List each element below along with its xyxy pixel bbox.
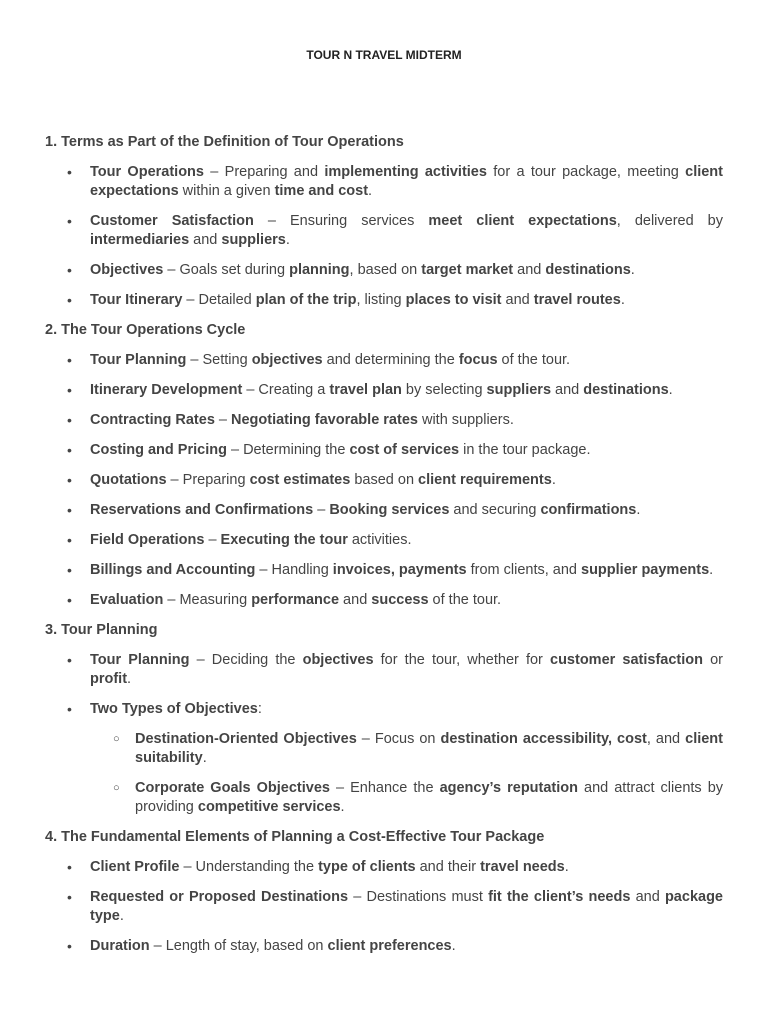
text-run: and attract clients by providing <box>135 780 724 815</box>
bold-text: confirmations <box>540 502 637 518</box>
text-run: – Enhance the <box>329 780 440 796</box>
section-heading: 3. Tour Planning <box>45 622 158 638</box>
bold-text: Itinerary Development <box>90 382 243 398</box>
text-run: . <box>668 382 673 398</box>
bold-text: travel needs <box>480 859 565 875</box>
bold-text: Contracting Rates <box>90 412 215 428</box>
bullet-list <box>45 163 723 310</box>
bold-text: client preferences <box>327 938 452 954</box>
bold-text: objectives <box>302 652 374 668</box>
list-item <box>45 441 723 460</box>
bold-text: focus <box>458 352 498 368</box>
list-item <box>45 700 723 719</box>
bullet-icon: • <box>67 262 72 278</box>
text-run: . <box>551 472 556 488</box>
bold-text: meet client expectations <box>428 213 617 229</box>
bold-text: Customer Satisfaction <box>90 213 254 229</box>
text-run: – Goals set during <box>163 262 290 278</box>
list-item <box>45 471 723 490</box>
text-run: from clients, and <box>466 562 582 578</box>
bold-text: Negotiating favorable rates <box>231 412 418 428</box>
bold-text: invoices, payments <box>332 562 467 578</box>
bullet-icon: • <box>67 652 72 668</box>
text-run: and determining the <box>322 352 459 368</box>
bullet-icon: • <box>67 472 72 488</box>
circle-bullet-icon: ○ <box>113 733 120 745</box>
bullet-icon: • <box>67 164 72 180</box>
bold-text: Two Types of Objectives <box>90 701 258 717</box>
text-run: , and <box>646 731 686 747</box>
document-title: TOUR N TRAVEL MIDTERM <box>306 48 462 62</box>
text-run: : <box>257 701 262 717</box>
text-run: – <box>214 412 232 428</box>
text-run: . <box>285 232 290 248</box>
text-run: . <box>340 799 345 815</box>
bold-text: cost estimates <box>249 472 351 488</box>
bullet-icon: • <box>67 352 72 368</box>
bold-text: travel routes <box>533 292 621 308</box>
list-item <box>45 858 723 877</box>
text-run: – Creating a <box>242 382 330 398</box>
bullet-icon: • <box>67 532 72 548</box>
bold-text: suppliers <box>486 382 552 398</box>
text-run: within a given <box>178 183 275 199</box>
bold-text: Reservations and Confirmations <box>90 502 314 518</box>
text-run: , based on <box>349 262 422 278</box>
text-run: and their <box>415 859 481 875</box>
list-item <box>45 501 723 520</box>
bold-text: Tour Itinerary <box>90 292 183 308</box>
bold-text: Destination-Oriented Objectives <box>135 731 357 747</box>
text-run: activities. <box>347 532 412 548</box>
circle-bullet-icon: ○ <box>113 782 120 794</box>
document-body <box>45 133 723 967</box>
bold-text: Evaluation <box>90 592 164 608</box>
list-item <box>45 381 723 400</box>
bold-text: Field Operations <box>90 532 205 548</box>
bold-text: competitive services <box>197 799 341 815</box>
bold-text: places to visit <box>405 292 502 308</box>
bullet-list <box>45 351 723 610</box>
bullet-icon: • <box>67 889 72 905</box>
bold-text: profit <box>90 671 128 687</box>
text-run: and <box>630 889 665 905</box>
text-run: – Ensuring services <box>253 213 429 229</box>
bold-text: cost of services <box>349 442 460 458</box>
bullet-icon: • <box>67 292 72 308</box>
section-heading: 2. The Tour Operations Cycle <box>45 322 246 338</box>
bold-text: client expectations <box>90 164 723 199</box>
text-run: – Preparing and <box>203 164 325 180</box>
text-run: . <box>119 908 124 924</box>
list-item <box>45 651 723 689</box>
bold-text: Requested or Proposed Destinations <box>90 889 349 905</box>
text-run: – <box>313 502 330 518</box>
list-item <box>45 591 723 610</box>
list-item <box>45 212 723 250</box>
bold-text: Booking services <box>329 502 450 518</box>
bold-text: success <box>371 592 429 608</box>
text-run: – Deciding the <box>189 652 303 668</box>
text-run: . <box>620 292 625 308</box>
bold-text: destinations <box>583 382 669 398</box>
text-run: by selecting <box>401 382 487 398</box>
bullet-list <box>45 858 723 956</box>
list-item <box>45 411 723 430</box>
list-item <box>45 351 723 370</box>
bold-text: Executing the tour <box>220 532 348 548</box>
list-item <box>45 261 723 280</box>
bold-text: destinations <box>545 262 631 278</box>
section-heading: 1. Terms as Part of the Definition of Tour Operations <box>45 134 404 150</box>
bold-text: client requirements <box>418 472 552 488</box>
text-run: with suppliers. <box>417 412 514 428</box>
bold-text: Client Profile <box>90 859 180 875</box>
bullet-icon: • <box>67 412 72 428</box>
bullet-icon: • <box>67 938 72 954</box>
bold-text: fit the client’s needs <box>488 889 631 905</box>
list-item <box>45 888 723 926</box>
text-run: – Measuring <box>163 592 252 608</box>
bold-text: target market <box>421 262 514 278</box>
bold-text: Tour Operations <box>90 164 204 180</box>
text-run: . <box>630 262 635 278</box>
bold-text: Quotations <box>90 472 167 488</box>
text-run: for a tour package, meeting <box>486 164 686 180</box>
bullet-icon: • <box>67 382 72 398</box>
text-run: and <box>513 262 546 278</box>
bold-text: Costing and Pricing <box>90 442 227 458</box>
bold-text: implementing activities <box>324 164 487 180</box>
text-run: and <box>501 292 534 308</box>
text-run: . <box>202 750 207 766</box>
text-run: of the tour. <box>497 352 571 368</box>
text-run: . <box>564 859 569 875</box>
bold-text: planning <box>289 262 350 278</box>
text-run: – Destinations must <box>348 889 489 905</box>
bold-text: package type <box>90 889 723 924</box>
text-run: – Length of stay, based on <box>149 938 328 954</box>
bullet-icon: • <box>67 213 72 229</box>
bold-text: objectives <box>251 352 323 368</box>
text-run: – <box>204 532 221 548</box>
text-run: . <box>709 562 714 578</box>
bold-text: Corporate Goals Objectives <box>135 780 330 796</box>
text-run: – Setting <box>186 352 252 368</box>
text-run: in the tour package. <box>459 442 591 458</box>
bold-text: client suitability <box>135 731 723 766</box>
text-run: and <box>339 592 372 608</box>
bullet-icon: • <box>67 592 72 608</box>
bold-text: destination accessibility, cost <box>440 731 647 747</box>
text-run: and <box>189 232 222 248</box>
list-item <box>45 291 723 310</box>
bold-text: travel plan <box>329 382 402 398</box>
bold-text: suppliers <box>221 232 286 248</box>
text-run: . <box>451 938 456 954</box>
text-run: – Determining the <box>226 442 350 458</box>
bullet-list <box>45 651 723 817</box>
bold-text: customer satisfaction <box>550 652 703 668</box>
text-run: , delivered by <box>616 213 723 229</box>
text-run: – Handling <box>255 562 333 578</box>
bold-text: Objectives <box>90 262 164 278</box>
sub-list-item <box>45 730 723 768</box>
text-run: – Preparing <box>166 472 250 488</box>
text-run: of the tour. <box>428 592 502 608</box>
list-item <box>45 163 723 201</box>
text-run: – Focus on <box>356 731 441 747</box>
bullet-icon: • <box>67 562 72 578</box>
bold-text: agency’s reputation <box>439 780 578 796</box>
bold-text: type of clients <box>318 859 416 875</box>
text-run: for the tour, whether for <box>373 652 551 668</box>
list-item <box>45 561 723 580</box>
text-run: . <box>368 183 373 199</box>
bold-text: plan of the trip <box>255 292 357 308</box>
text-run: and securing <box>449 502 541 518</box>
text-run: – Detailed <box>182 292 256 308</box>
bold-text: Duration <box>90 938 150 954</box>
bullet-icon: • <box>67 442 72 458</box>
text-run: and <box>551 382 584 398</box>
text-run: or <box>702 652 723 668</box>
bold-text: Tour Planning <box>90 352 187 368</box>
text-run: . <box>636 502 641 518</box>
text-run: . <box>127 671 132 687</box>
bullet-icon: • <box>67 701 72 717</box>
text-run: based on <box>350 472 419 488</box>
list-item <box>45 937 723 956</box>
bold-text: supplier payments <box>581 562 710 578</box>
bold-text: performance <box>251 592 340 608</box>
sub-list-item <box>45 779 723 817</box>
section-heading: 4. The Fundamental Elements of Planning a Cost-Effective Tour Package <box>45 829 545 845</box>
bold-text: time and cost <box>274 183 369 199</box>
bold-text: intermediaries <box>90 232 190 248</box>
bold-text: Tour Planning <box>90 652 190 668</box>
bullet-icon: • <box>67 502 72 518</box>
list-item <box>45 531 723 550</box>
text-run: – Understanding the <box>179 859 319 875</box>
bold-text: Billings and Accounting <box>90 562 256 578</box>
bullet-icon: • <box>67 859 72 875</box>
text-run: , listing <box>356 292 406 308</box>
